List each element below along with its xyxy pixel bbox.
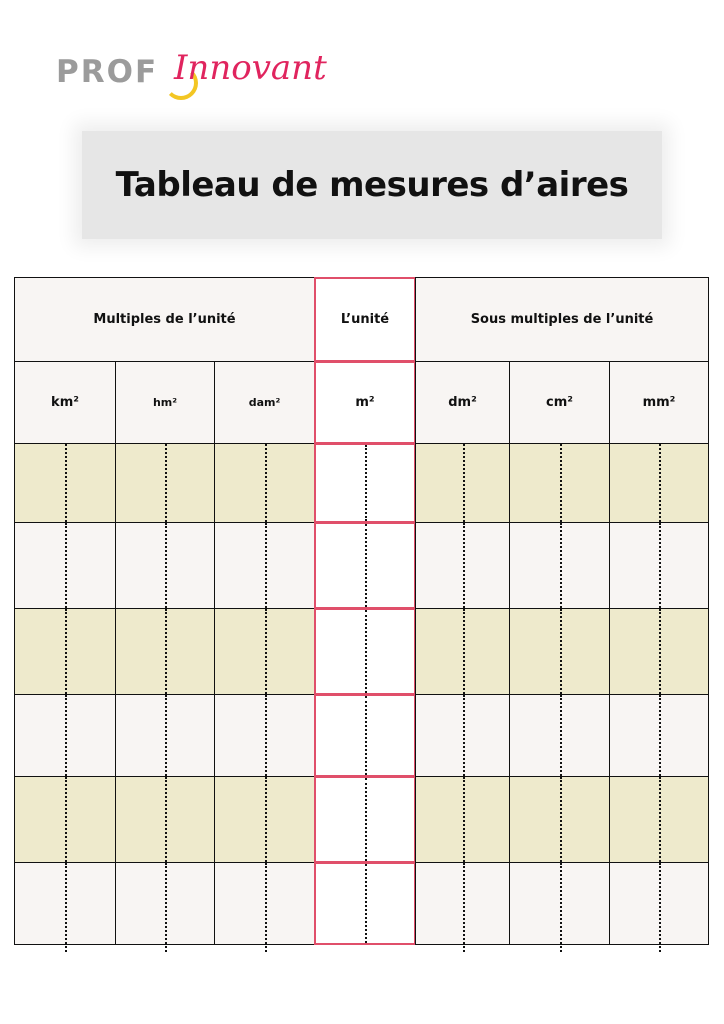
cell-row4-cm2[interactable]	[509, 694, 610, 777]
cell-row4-mm2[interactable]	[609, 694, 709, 777]
unit-header-km2: km²	[14, 361, 116, 444]
unit-header-hm2: hm²	[115, 361, 215, 444]
cell-row2-km2[interactable]	[14, 522, 116, 609]
logo-innovant-text: Innovant	[174, 48, 327, 88]
logo-prof-text: PROF	[56, 54, 159, 90]
dotted-divider	[65, 523, 67, 608]
dotted-divider	[365, 696, 367, 775]
dotted-divider	[265, 777, 267, 862]
dotted-divider	[165, 609, 167, 694]
dotted-divider	[65, 695, 67, 776]
cell-row2-cm2[interactable]	[509, 522, 610, 609]
cell-row5-mm2[interactable]	[609, 776, 709, 863]
dotted-divider	[560, 863, 562, 952]
cell-row6-dam2[interactable]	[214, 862, 315, 945]
area-measures-table	[14, 277, 709, 945]
cell-row4-dam2[interactable]	[214, 694, 315, 777]
cell-row4-km2[interactable]	[14, 694, 116, 777]
group-header-multiples: Multiples de l’unité	[14, 277, 315, 362]
dotted-divider	[463, 777, 465, 862]
title-banner	[82, 131, 662, 239]
cell-row3-hm2[interactable]	[115, 608, 215, 695]
cell-row5-hm2[interactable]	[115, 776, 215, 863]
dotted-divider	[65, 444, 67, 522]
dotted-divider	[265, 695, 267, 776]
dotted-divider	[65, 863, 67, 952]
dotted-divider	[365, 610, 367, 693]
unit-header-mm2: mm²	[609, 361, 709, 444]
cell-row3-dam2[interactable]	[214, 608, 315, 695]
unit-header-dm2: dm²	[415, 361, 510, 444]
cell-row6-km2[interactable]	[14, 862, 116, 945]
dotted-divider	[463, 609, 465, 694]
dotted-divider	[65, 777, 67, 862]
dotted-divider	[265, 609, 267, 694]
cell-row1-mm2[interactable]	[609, 443, 709, 523]
cell-row3-mm2[interactable]	[609, 608, 709, 695]
cell-row1-dm2[interactable]	[415, 443, 510, 523]
cell-row1-cm2[interactable]	[509, 443, 610, 523]
dotted-divider	[659, 523, 661, 608]
dotted-divider	[560, 609, 562, 694]
unit-header-dam2: dam²	[214, 361, 315, 444]
group-header-submultiples: Sous multiples de l’unité	[415, 277, 709, 362]
cell-row2-dm2[interactable]	[415, 522, 510, 609]
cell-row5-m2[interactable]	[314, 776, 416, 863]
cell-row2-hm2[interactable]	[115, 522, 215, 609]
cell-row5-dam2[interactable]	[214, 776, 315, 863]
dotted-divider	[365, 524, 367, 607]
dotted-divider	[365, 445, 367, 521]
dotted-divider	[560, 523, 562, 608]
dotted-divider	[265, 523, 267, 608]
dotted-divider	[659, 863, 661, 952]
cell-row3-cm2[interactable]	[509, 608, 610, 695]
cell-row3-km2[interactable]	[14, 608, 116, 695]
cell-row3-dm2[interactable]	[415, 608, 510, 695]
dotted-divider	[165, 777, 167, 862]
dotted-divider	[463, 523, 465, 608]
dotted-divider	[560, 777, 562, 862]
dotted-divider	[560, 695, 562, 776]
cell-row2-m2[interactable]	[314, 522, 416, 609]
cell-row5-cm2[interactable]	[509, 776, 610, 863]
dotted-divider	[165, 444, 167, 522]
cell-row4-m2[interactable]	[314, 694, 416, 777]
cell-row6-cm2[interactable]	[509, 862, 610, 945]
dotted-divider	[463, 695, 465, 776]
cell-row4-dm2[interactable]	[415, 694, 510, 777]
dotted-divider	[659, 609, 661, 694]
dotted-divider	[659, 777, 661, 862]
dotted-divider	[463, 863, 465, 952]
cell-row3-m2[interactable]	[314, 608, 416, 695]
cell-row2-mm2[interactable]	[609, 522, 709, 609]
cell-row5-dm2[interactable]	[415, 776, 510, 863]
dotted-divider	[365, 778, 367, 861]
unit-header-cm2: cm²	[509, 361, 610, 444]
dotted-divider	[165, 863, 167, 952]
dotted-divider	[165, 523, 167, 608]
dotted-divider	[365, 864, 367, 943]
dotted-divider	[265, 444, 267, 522]
dotted-divider	[659, 444, 661, 522]
dotted-divider	[659, 695, 661, 776]
cell-row4-hm2[interactable]	[115, 694, 215, 777]
cell-row1-km2[interactable]	[14, 443, 116, 523]
cell-row2-dam2[interactable]	[214, 522, 315, 609]
page-title: Tableau de mesures d’aires	[115, 165, 629, 205]
cell-row6-m2[interactable]	[314, 862, 416, 945]
cell-row1-m2[interactable]	[314, 443, 416, 523]
group-header-unit: L’unité	[314, 277, 416, 362]
cell-row1-dam2[interactable]	[214, 443, 315, 523]
cell-row6-hm2[interactable]	[115, 862, 215, 945]
unit-header-m2: m²	[314, 361, 416, 444]
cell-row6-dm2[interactable]	[415, 862, 510, 945]
dotted-divider	[560, 444, 562, 522]
dotted-divider	[165, 695, 167, 776]
cell-row1-hm2[interactable]	[115, 443, 215, 523]
dotted-divider	[265, 863, 267, 952]
cell-row6-mm2[interactable]	[609, 862, 709, 945]
cell-row5-km2[interactable]	[14, 776, 116, 863]
dotted-divider	[463, 444, 465, 522]
dotted-divider	[65, 609, 67, 694]
